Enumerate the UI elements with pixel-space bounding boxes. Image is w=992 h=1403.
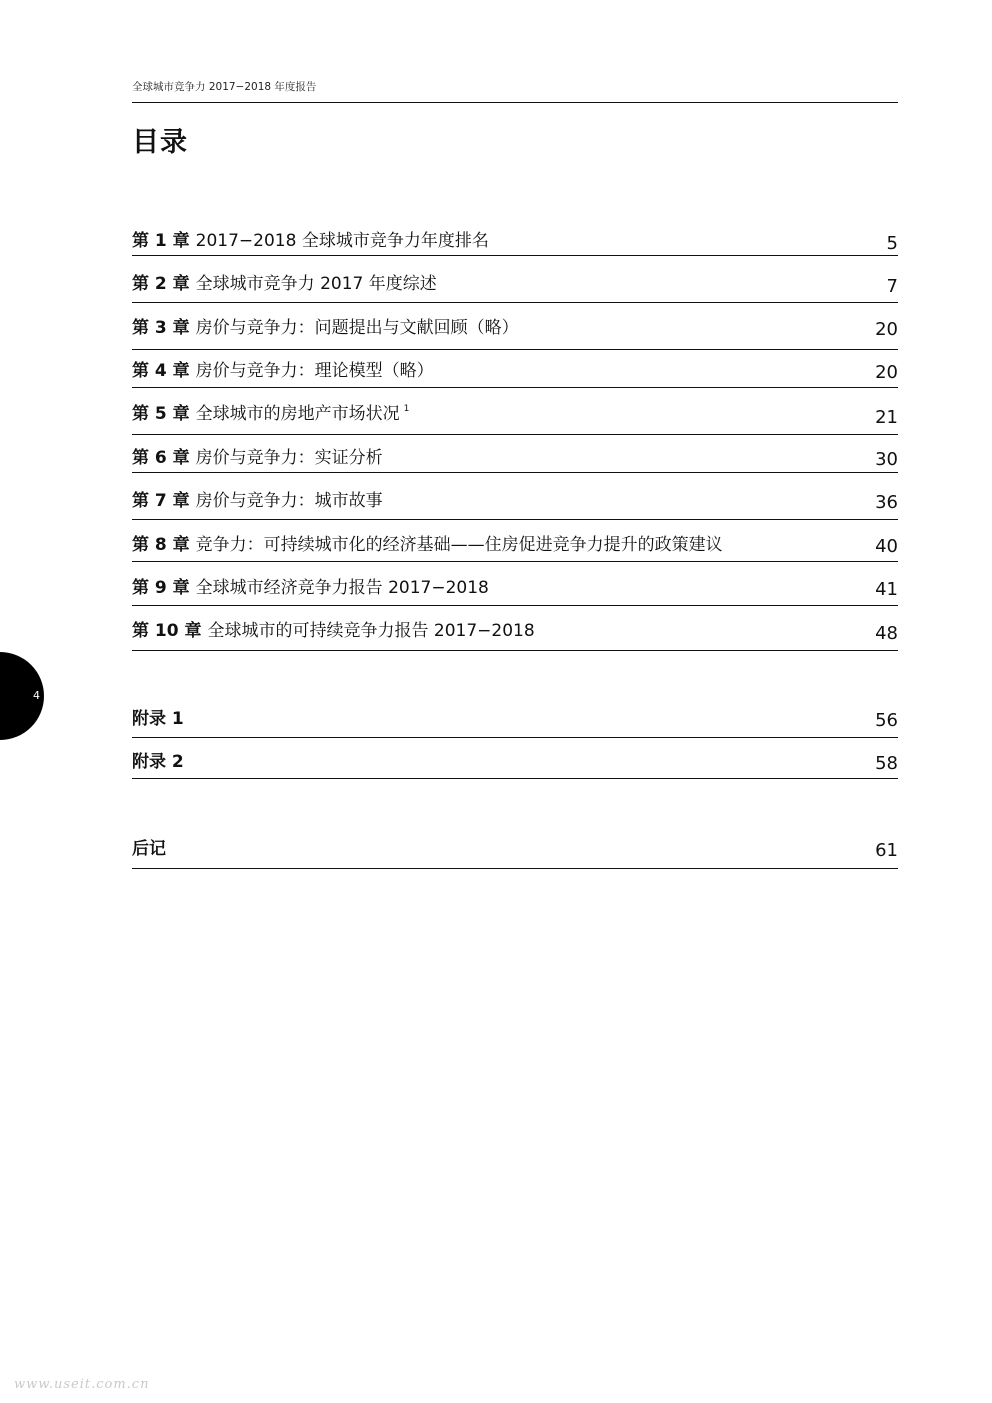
page-number: 56 [875,710,898,731]
page-number: 48 [875,623,898,644]
page-title: 目录 [132,127,188,158]
chapter-title: 房价与竞争力：实证分析 [195,448,383,468]
chapter-title: 房价与竞争力：理论模型（略） [195,361,434,381]
toc-entry-chapter-2[interactable] [132,269,898,303]
toc-entry-chapter-5[interactable] [132,399,898,435]
toc-entry-afterword[interactable] [132,834,898,869]
chapter-label: 第 4 章 [132,361,190,381]
chapter-label: 第 8 章 [132,535,190,555]
chapter-title: 竞争力：可持续城市化的经济基础——住房促进竞争力提升的政策建议 [195,535,723,555]
watermark: www.useit.com.cn [14,1377,150,1392]
page-number: 41 [875,579,898,600]
chapter-title: 全球城市竞争力 2017 年度综述 [195,274,437,294]
page-number: 4 [33,689,40,702]
chapter-label: 第 10 章 [132,621,202,641]
toc-entry-chapter-3[interactable] [132,313,898,350]
afterword-label: 后记 [132,839,166,859]
page-number: 58 [875,753,898,774]
page-number: 61 [875,840,898,861]
footnote-marker[interactable]: 1 [403,404,410,414]
toc-entry-chapter-7[interactable] [132,486,898,520]
page-number: 20 [875,319,898,340]
page-number: 5 [886,233,898,254]
chapter-title: 全球城市经济竞争力报告 2017−2018 [195,578,489,598]
chapter-title: 全球城市的房地产市场状况 [195,404,400,424]
chapter-label: 第 3 章 [132,318,190,338]
page-number: 7 [886,276,898,297]
toc-entry-chapter-10[interactable] [132,616,898,651]
page-number: 21 [875,407,898,428]
toc-entry-chapter-9[interactable] [132,573,898,606]
chapter-label: 第 5 章 [132,404,190,424]
chapter-label: 第 6 章 [132,448,190,468]
chapter-label: 第 7 章 [132,491,190,511]
toc-entry-chapter-6[interactable] [132,443,898,473]
toc-entry-appendix-2[interactable] [132,747,898,779]
page-number: 30 [875,449,898,470]
chapter-title: 房价与竞争力：问题提出与文献回顾（略） [195,318,519,338]
toc-entry-chapter-4[interactable] [132,356,898,388]
chapter-label: 第 9 章 [132,578,190,598]
page-number: 36 [875,492,898,513]
page-number: 40 [875,536,898,557]
page-number: 20 [875,362,898,383]
chapter-title: 全球城市的可持续竞争力报告 2017−2018 [207,621,535,641]
appendix-label: 附录 2 [132,752,184,772]
toc-entry-chapter-1[interactable] [132,226,898,256]
chapter-title: 2017−2018 全球城市竞争力年度排名 [195,231,489,251]
running-header: 全球城市竞争力 2017−2018 年度报告 [132,81,317,93]
header-divider [132,102,898,103]
chapter-label: 第 1 章 [132,231,190,251]
toc-entry-appendix-1[interactable] [132,704,898,738]
appendix-label: 附录 1 [132,709,184,729]
chapter-label: 第 2 章 [132,274,190,294]
chapter-title: 房价与竞争力：城市故事 [195,491,383,511]
toc-entry-chapter-8[interactable] [132,530,898,562]
